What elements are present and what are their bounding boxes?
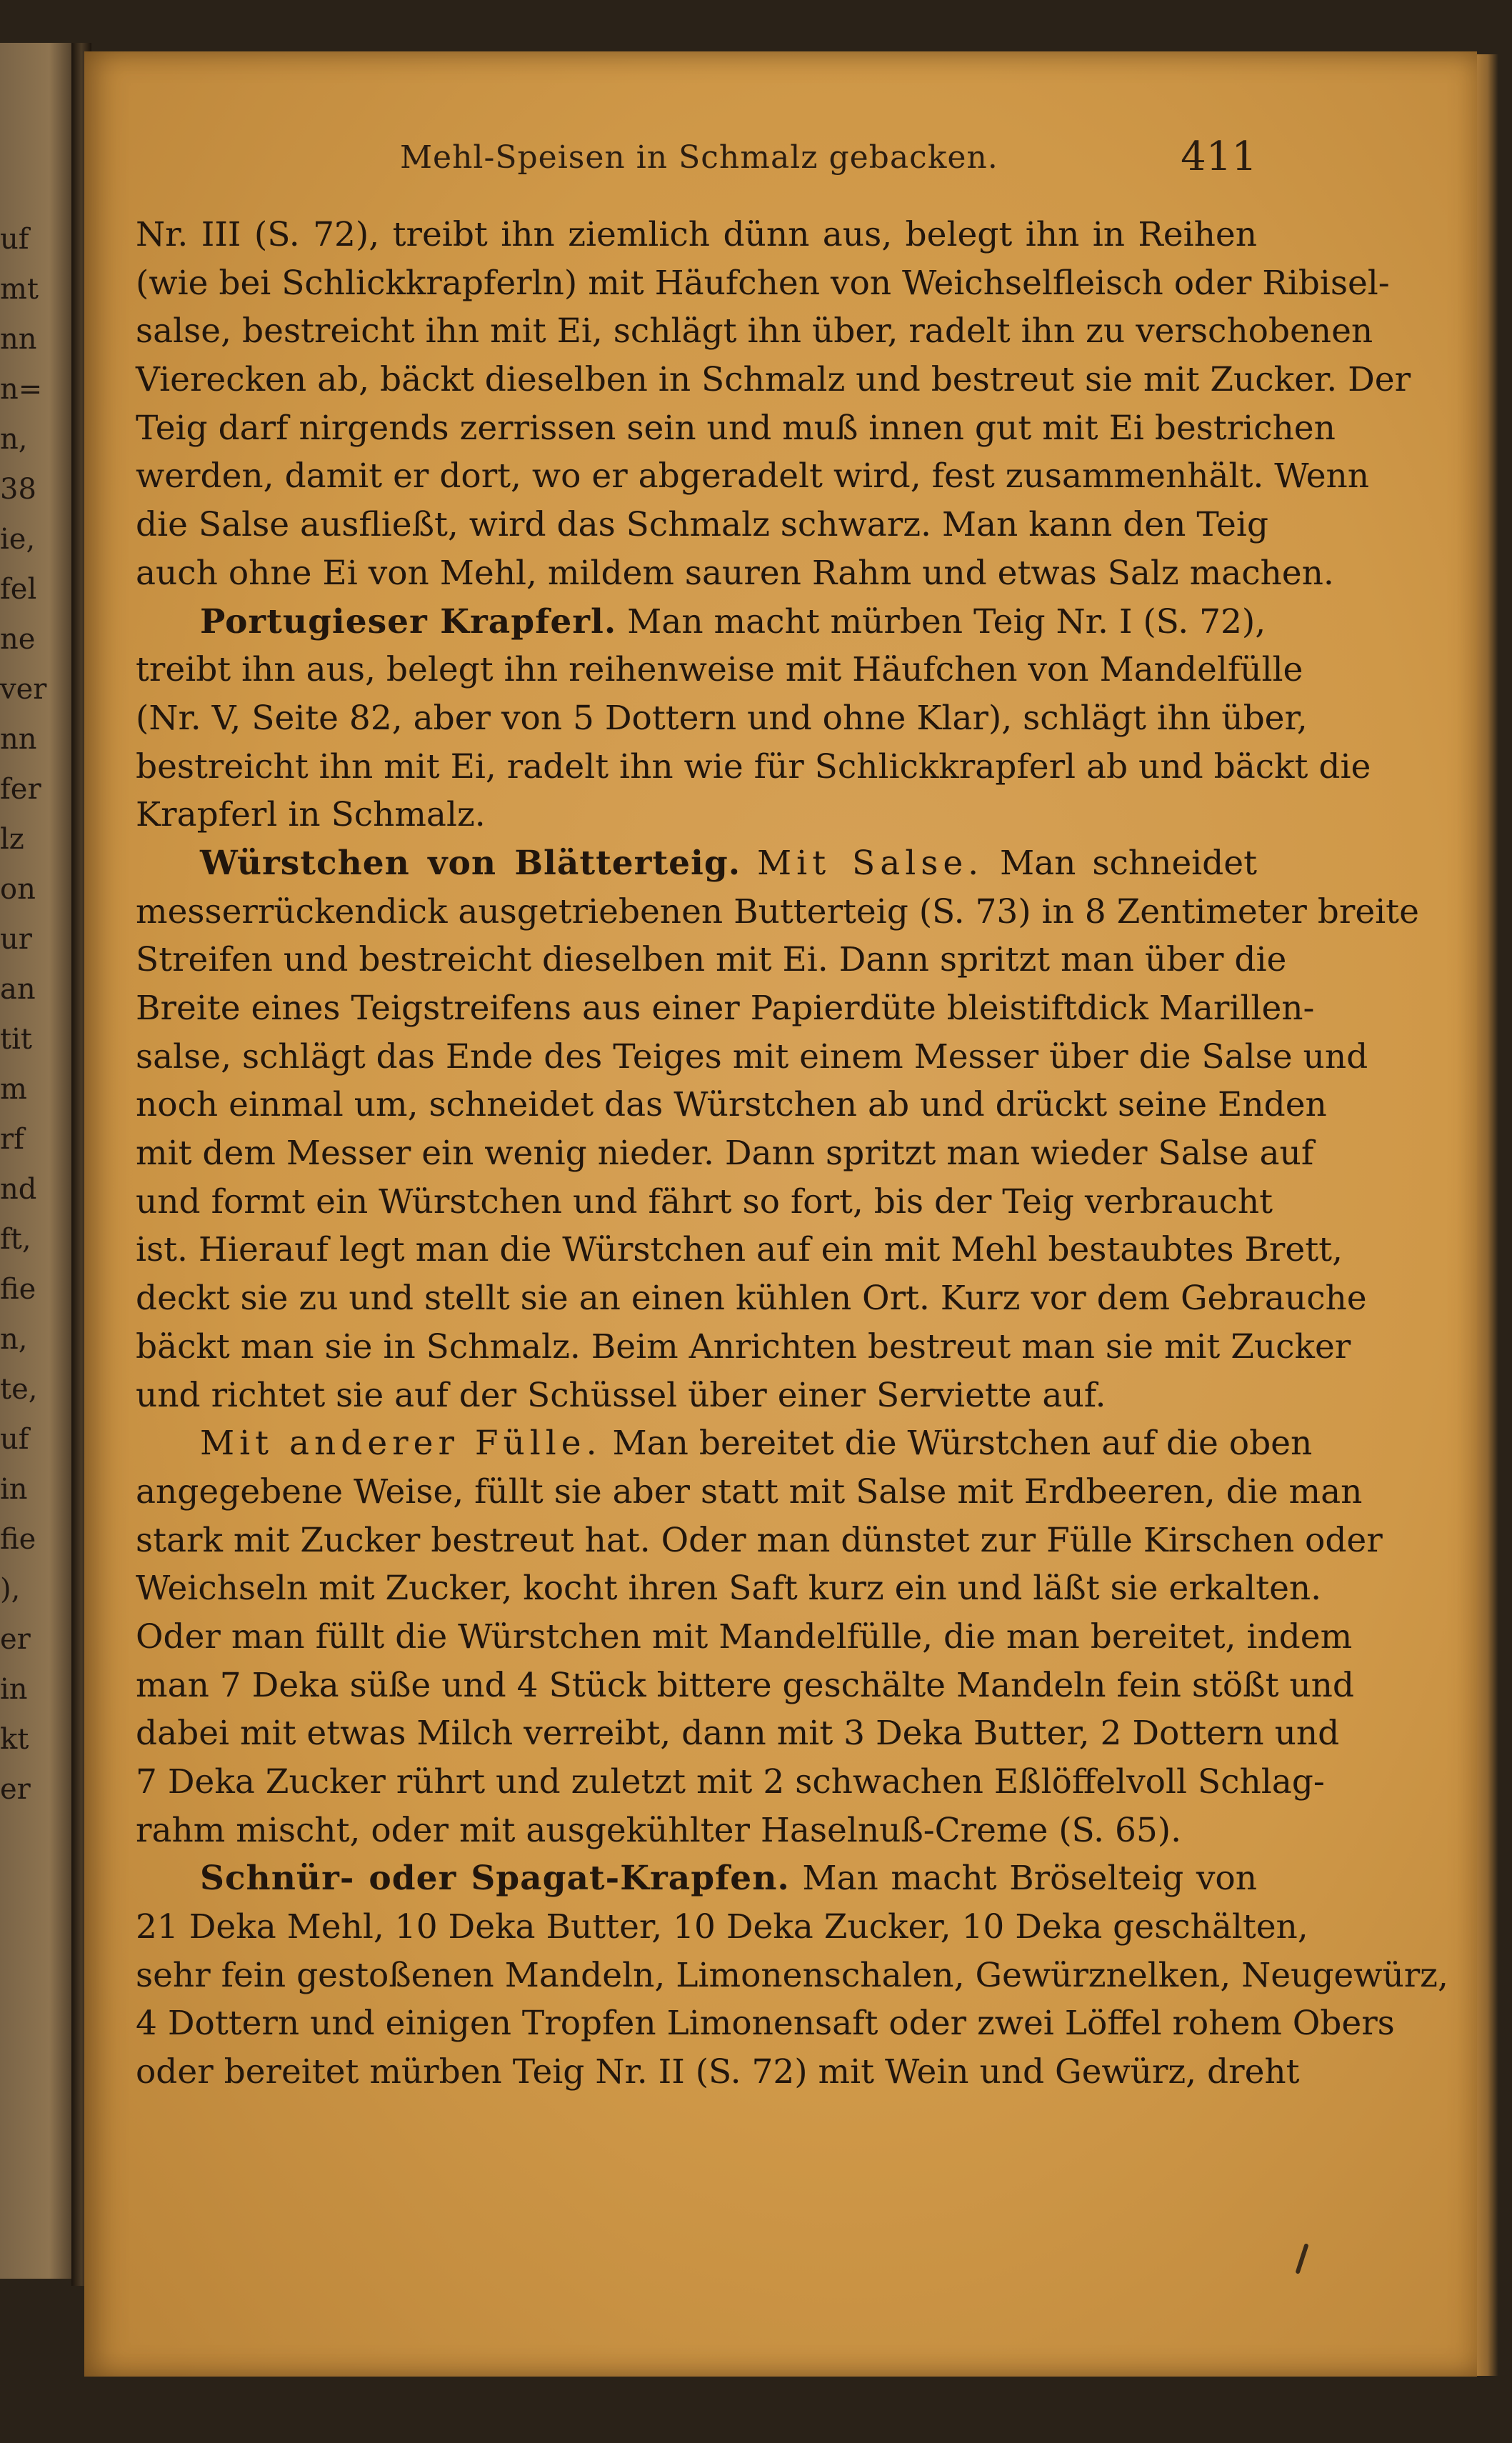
margin-fragment: mt xyxy=(0,273,39,306)
margin-fragment: 38 xyxy=(0,473,36,506)
text-line: bäckt man sie in Schmalz. Beim Anrichten bestreut man sie mit Zucker xyxy=(136,1327,1351,1367)
text-line: treibt ihn aus, belegt ihn reihenweise mit Häufchen von Mandelfülle xyxy=(136,650,1303,690)
text-line: noch einmal um, schneidet das Würstchen ab und drückt seine Enden xyxy=(136,1085,1327,1125)
text-line: Man macht mürben Teig Nr. I (S. 72), xyxy=(627,601,1266,641)
margin-fragment: nn xyxy=(0,323,37,356)
recipe-heading-schnuer-krapfen: Schnür- oder Spagat-Krapfen. xyxy=(200,1859,790,1899)
text-line: mit dem Messer ein wenig nieder. Dann spritzt man wieder Salse auf xyxy=(136,1134,1314,1174)
recipe-line xyxy=(136,1854,1257,1903)
text-line: bestreicht ihn mit Ei, radelt ihn wie für Schlickkrapferl ab und bäckt die xyxy=(136,746,1371,786)
text-line: rahm mischt, oder mit ausgekühlter Haselnuß-Creme (S. 65). xyxy=(136,1810,1182,1850)
margin-fragment: uf xyxy=(0,1423,29,1456)
margin-fragment: nd xyxy=(0,1173,37,1206)
text-line: Nr. III (S. 72), treibt ihn ziemlich dünn aus, belegt ihn in Reihen xyxy=(136,215,1257,254)
margin-fragment: ne xyxy=(0,623,36,656)
text-line: Krapferl in Schmalz. xyxy=(136,795,486,835)
text-line: Man bereitet die Würstchen auf die oben xyxy=(612,1424,1313,1464)
margin-fragment: kt xyxy=(0,1723,29,1756)
margin-fragment: ), xyxy=(0,1573,21,1606)
text-line: 7 Deka Zucker rührt und zuletzt mit 2 schwachen Eßlöffelvoll Schlag- xyxy=(136,1762,1325,1802)
text-line: angegebene Weise, füllt sie aber statt mit Salse mit Erdbeeren, die man xyxy=(136,1472,1363,1512)
text-line: 4 Dottern und einigen Tropfen Limonensaft oder zwei Löffel rohem Obers xyxy=(136,2004,1395,2044)
page-body xyxy=(136,211,1448,2097)
text-line: Weichseln mit Zucker, kocht ihren Saft kurz ein und läßt sie erkalten. xyxy=(136,1569,1322,1609)
text-line: Teig darf nirgends zerrissen sein und muß innen gut mit Ei bestrichen xyxy=(136,408,1336,448)
text-line: messerrückendick ausgetriebenen Butterteig (S. 73) in 8 Zentimeter breite xyxy=(136,891,1419,931)
text-line: (Nr. V, Seite 82, aber von 5 Dottern und ohne Klar), schlägt ihn über, xyxy=(136,698,1308,738)
margin-fragment: er xyxy=(0,1623,31,1656)
text-line: die Salse ausfließt, wird das Schmalz schwarz. Man kann den Teig xyxy=(136,505,1268,545)
margin-fragment: fie xyxy=(0,1523,36,1556)
margin-fragment: an xyxy=(0,973,36,1006)
margin-fragment: in xyxy=(0,1473,28,1506)
margin-fragment: tit xyxy=(0,1023,32,1056)
text-line: auch ohne Ei von Mehl, mildem sauren Rahm und etwas Salz machen. xyxy=(136,553,1334,593)
text-line: oder bereitet mürben Teig Nr. II (S. 72) mit Wein und Gewürz, dreht xyxy=(136,2052,1300,2092)
margin-fragment: ft, xyxy=(0,1223,31,1256)
margin-fragment: nn xyxy=(0,723,37,756)
page-number: 411 xyxy=(1181,134,1257,180)
subheading-mit-anderer-fuelle: Mit anderer Fülle. xyxy=(200,1424,602,1464)
previous-page-margin-text xyxy=(0,214,71,1814)
text-line: salse, schlägt das Ende des Teiges mit einem Messer über die Salse und xyxy=(136,1036,1368,1076)
recipe-heading-portugieser-krapferl: Portugieser Krapferl. xyxy=(200,601,617,641)
recipe-heading-wuerstchen-von-blaetterteig: Würstchen von Blätterteig. xyxy=(200,843,741,883)
text-line: Vierecken ab, bäckt dieselben in Schmalz und bestreut sie mit Zucker. Der xyxy=(136,360,1411,400)
margin-fragment: n, xyxy=(0,423,28,456)
text-line: Streifen und bestreicht dieselben mit Ei. Dann spritzt man über die xyxy=(136,940,1287,980)
margin-fragment: fer xyxy=(0,773,41,806)
text-line: deckt sie zu und stellt sie an einen kühlen Ort. Kurz vor dem Gebrauche xyxy=(136,1279,1367,1319)
text-line: 21 Deka Mehl, 10 Deka Butter, 10 Deka Zucker, 10 Deka geschälten, xyxy=(136,1907,1308,1947)
text-line: (wie bei Schlickkrapferln) mit Häufchen von Weichselfleisch oder Ribisel- xyxy=(136,263,1390,303)
margin-fragment: rf xyxy=(0,1123,24,1156)
text-line: dabei mit etwas Milch verreibt, dann mit 3 Deka Butter, 2 Dottern und xyxy=(136,1714,1340,1754)
recipe-line xyxy=(136,598,1266,646)
margin-fragment: ie, xyxy=(0,523,36,556)
margin-fragment: ver xyxy=(0,673,47,706)
subheading-mit-salse: Mit Salse. xyxy=(757,843,984,883)
recipe-line xyxy=(136,839,1257,888)
margin-fragment: fel xyxy=(0,573,37,606)
text-line: Oder man füllt die Würstchen mit Mandelfülle, die man bereitet, indem xyxy=(136,1617,1353,1657)
text-line: werden, damit er dort, wo er abgeradelt wird, fest zusammenhält. Wenn xyxy=(136,456,1370,496)
text-line: stark mit Zucker bestreut hat. Oder man dünstet zur Fülle Kirschen oder xyxy=(136,1520,1383,1560)
margin-fragment: in xyxy=(0,1673,28,1706)
recipe-line xyxy=(136,1419,1313,1468)
margin-fragment: ur xyxy=(0,923,32,956)
margin-fragment: te, xyxy=(0,1373,38,1406)
text-line: und formt ein Würstchen und fährt so fort, bis der Teig verbraucht xyxy=(136,1181,1273,1222)
margin-fragment: uf xyxy=(0,223,29,256)
text-line: Man schneidet xyxy=(1000,843,1257,883)
margin-fragment: m xyxy=(0,1073,27,1106)
margin-fragment: er xyxy=(0,1773,31,1806)
text-line: Breite eines Teigstreifens aus einer Papierdüte bleistiftdick Marillen- xyxy=(136,989,1315,1028)
page-header xyxy=(400,134,1257,189)
margin-fragment: on xyxy=(0,873,36,906)
margin-fragment: n= xyxy=(0,373,43,406)
margin-fragment: fie xyxy=(0,1273,36,1306)
running-head: Mehl-Speisen in Schmalz gebacken. xyxy=(400,139,998,176)
margin-fragment: n, xyxy=(0,1323,28,1356)
text-line: sehr fein gestoßenen Mandeln, Limonenschalen, Gewürznelken, Neugewürz, xyxy=(136,1955,1448,1995)
text-line: man 7 Deka süße und 4 Stück bittere geschälte Mandeln fein stößt und xyxy=(136,1665,1355,1705)
margin-fragment: lz xyxy=(0,823,24,856)
text-line: und richtet sie auf der Schüssel über einer Serviette auf. xyxy=(136,1375,1106,1415)
text-line: salse, bestreicht ihn mit Ei, schlägt ihn über, radelt ihn zu verschobenen xyxy=(136,311,1373,351)
text-line: Man macht Bröselteig von xyxy=(802,1859,1257,1899)
text-line: ist. Hierauf legt man die Würstchen auf ein mit Mehl bestaubtes Brett, xyxy=(136,1230,1343,1270)
